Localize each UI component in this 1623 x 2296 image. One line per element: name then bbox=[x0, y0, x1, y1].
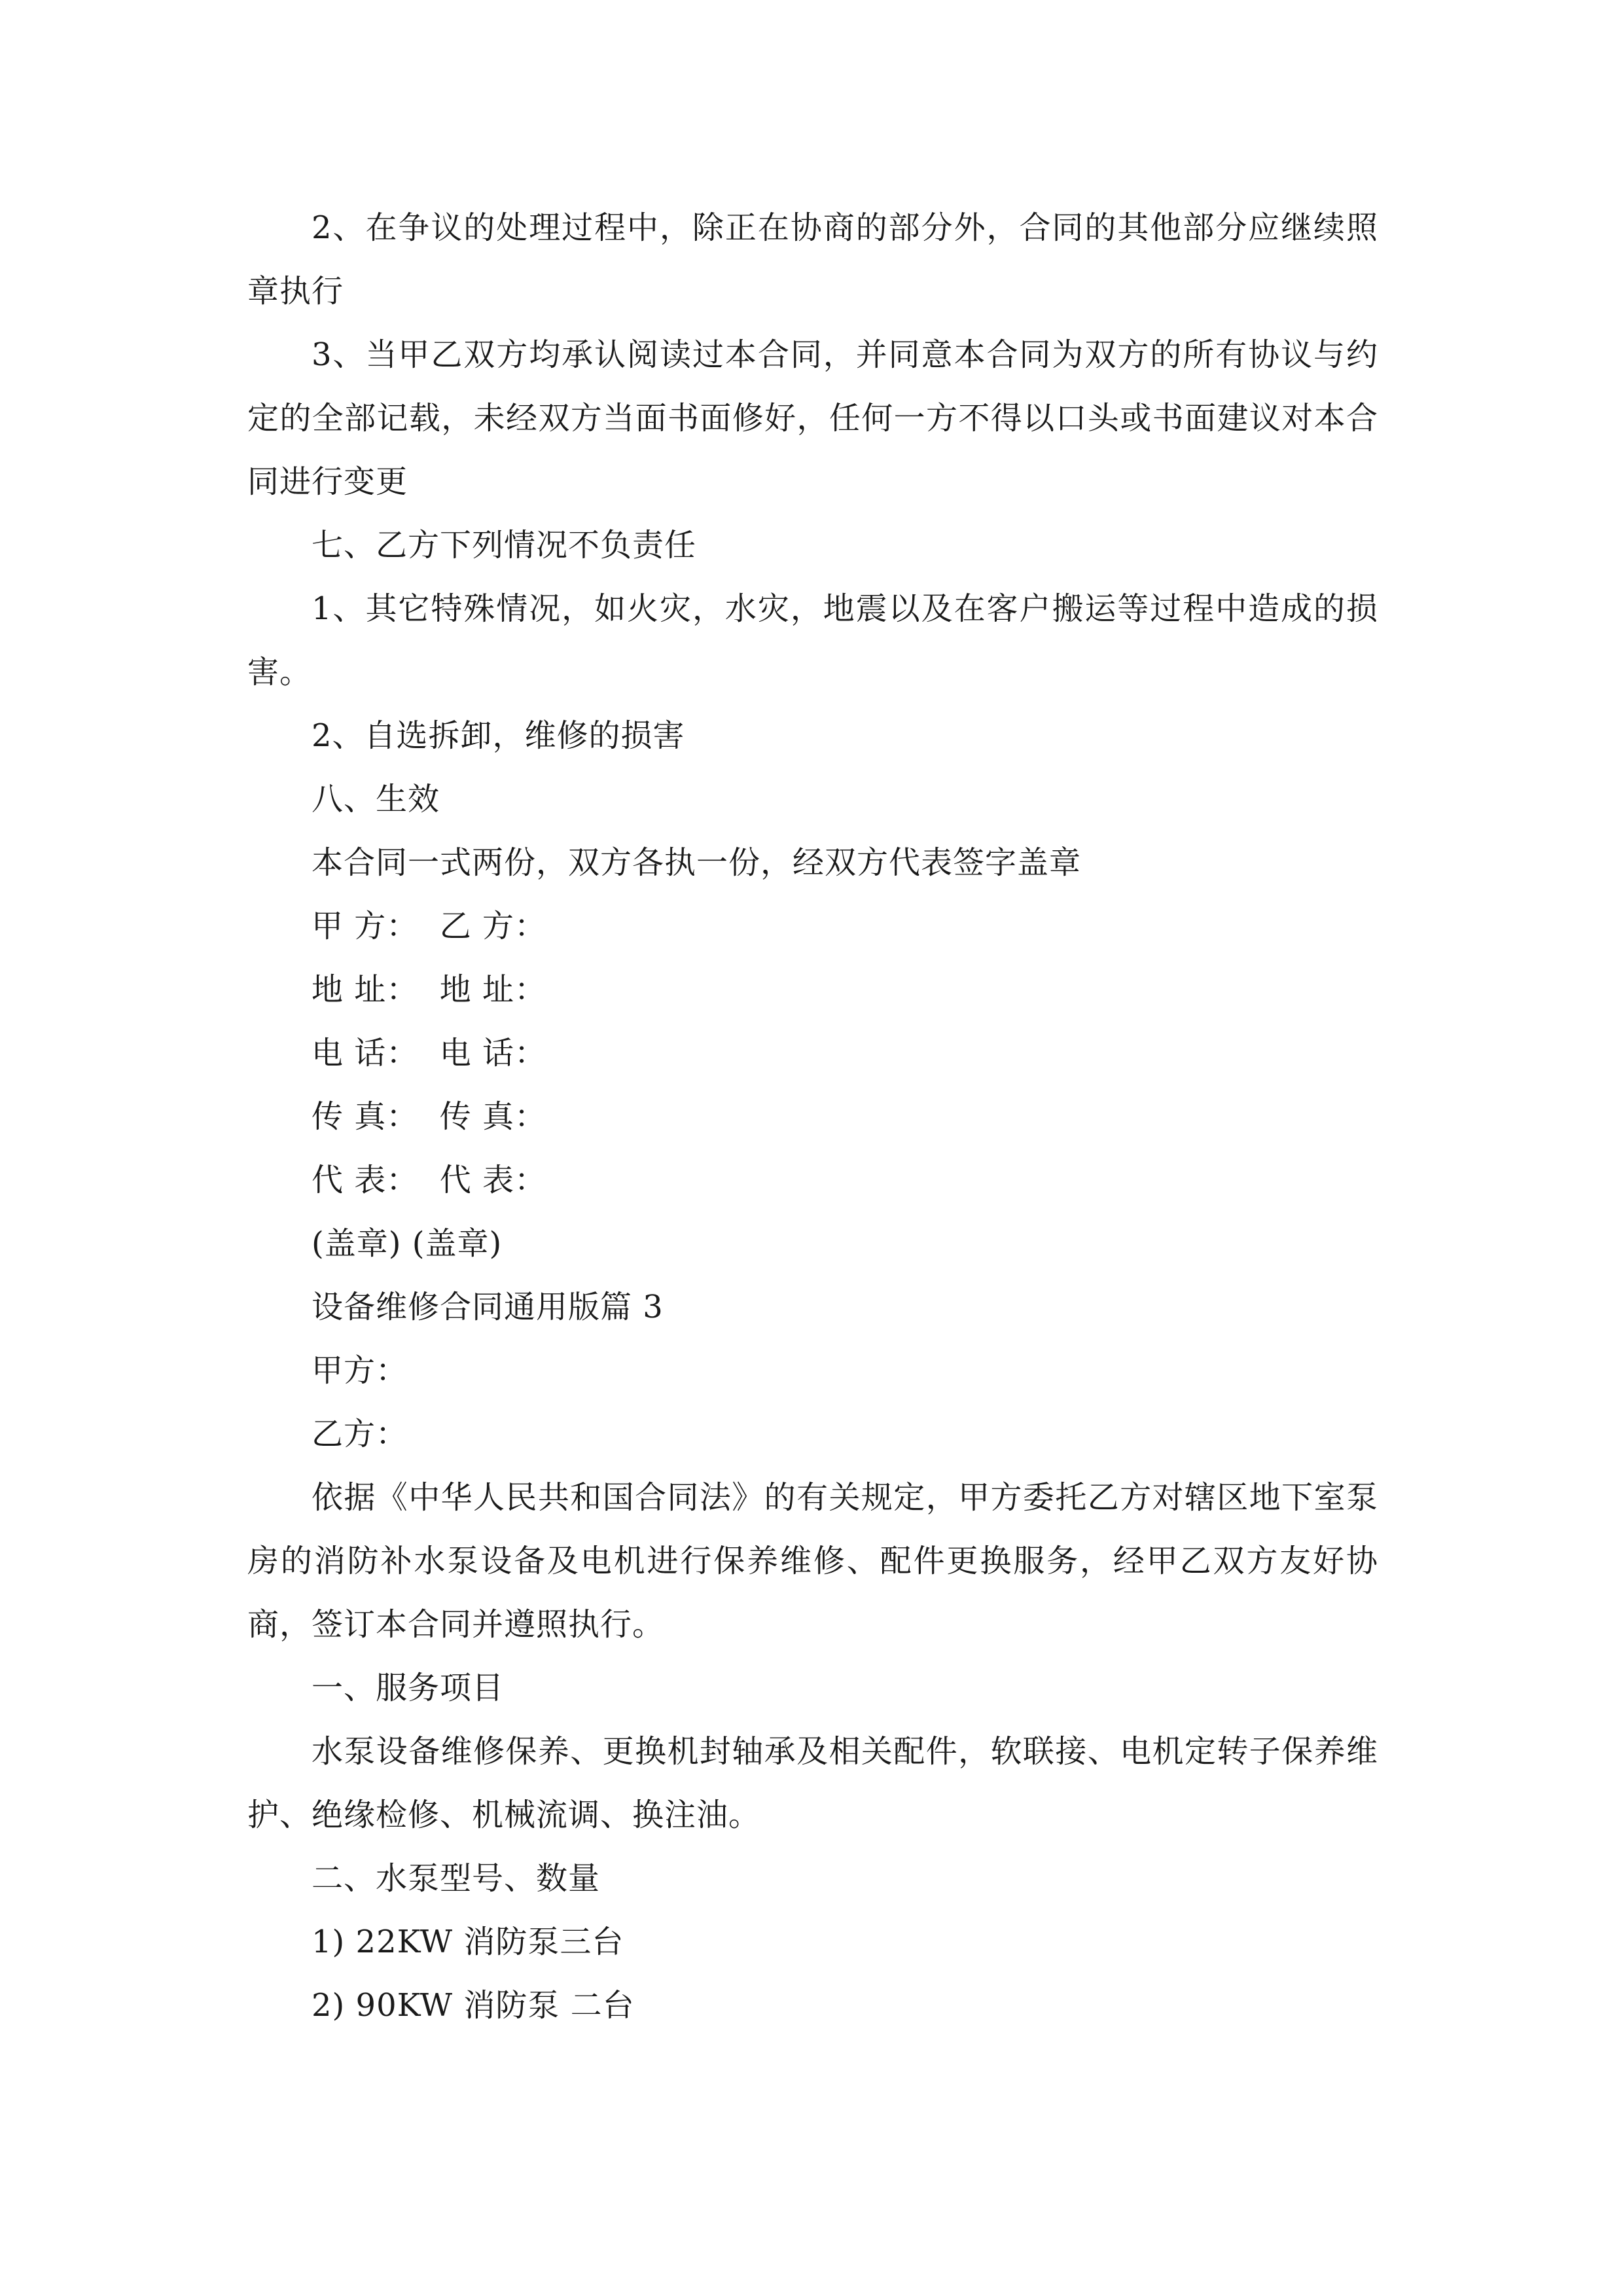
signature-line-phone: 电 话： 电 话： bbox=[312, 1035, 547, 1071]
section-heading-effectiveness: 八、生效 bbox=[312, 781, 440, 817]
paragraph-full-agreement-clause: 3、当甲乙双方均承认阅读过本合同，并同意本合同为双方的所有协议与约定的全部记载，未经双方当面书面修好，任何一方不得以口头或书面建议对本合同进行变更 bbox=[247, 336, 1378, 500]
party-a-label: 甲方： bbox=[312, 1352, 408, 1389]
contract-title: 设备维修合同通用版篇 3 bbox=[312, 1289, 664, 1325]
paragraph-preamble: 依据《中华人民共和国合同法》的有关规定，甲方委托乙方对辖区地下室泵房的消防补水泵设备及电机进行保养维修、配件更换服务，经甲乙双方友好协商，签订本合同并遵照执行。 bbox=[247, 1479, 1378, 1643]
signature-line-representative: 代 表： 代 表： bbox=[312, 1162, 547, 1198]
paragraph-copies: 本合同一式两份，双方各执一份，经双方代表签字盖章 bbox=[312, 844, 1082, 881]
signature-line-party: 甲 方： 乙 方： bbox=[312, 908, 547, 944]
pump-model-item-2: 2) 90KW 消防泵 二台 bbox=[312, 1987, 635, 2024]
paragraph-service-items: 水泵设备维修保养、更换机封轴承及相关配件，软联接、电机定转子保养维护、绝缘检修、机械流调、换注油。 bbox=[247, 1733, 1378, 1833]
section-heading-liability-exemption: 七、乙方下列情况不负责任 bbox=[312, 527, 697, 564]
signature-line-seal: (盖章) (盖章) bbox=[312, 1225, 503, 1262]
signature-line-fax: 传 真： 传 真： bbox=[312, 1098, 547, 1135]
signature-line-address: 地 址： 地 址： bbox=[312, 971, 547, 1008]
document-body bbox=[247, 196, 1378, 2037]
pump-model-item-1: 1) 22KW 消防泵三台 bbox=[312, 1924, 624, 1960]
party-b-label: 乙方： bbox=[312, 1416, 408, 1452]
section-heading-service-items: 一、服务项目 bbox=[312, 1670, 505, 1706]
section-heading-pump-models: 二、水泵型号、数量 bbox=[312, 1860, 601, 1897]
paragraph-dispute-clause: 2、在争议的处理过程中，除正在协商的部分外，合同的其他部分应继续照章执行 bbox=[247, 209, 1378, 310]
paragraph-exemption-item-2: 2、自选拆卸，维修的损害 bbox=[312, 717, 685, 754]
paragraph-exemption-item-1: 1、其它特殊情况，如火灾，水灾，地震以及在客户搬运等过程中造成的损害。 bbox=[247, 590, 1378, 691]
